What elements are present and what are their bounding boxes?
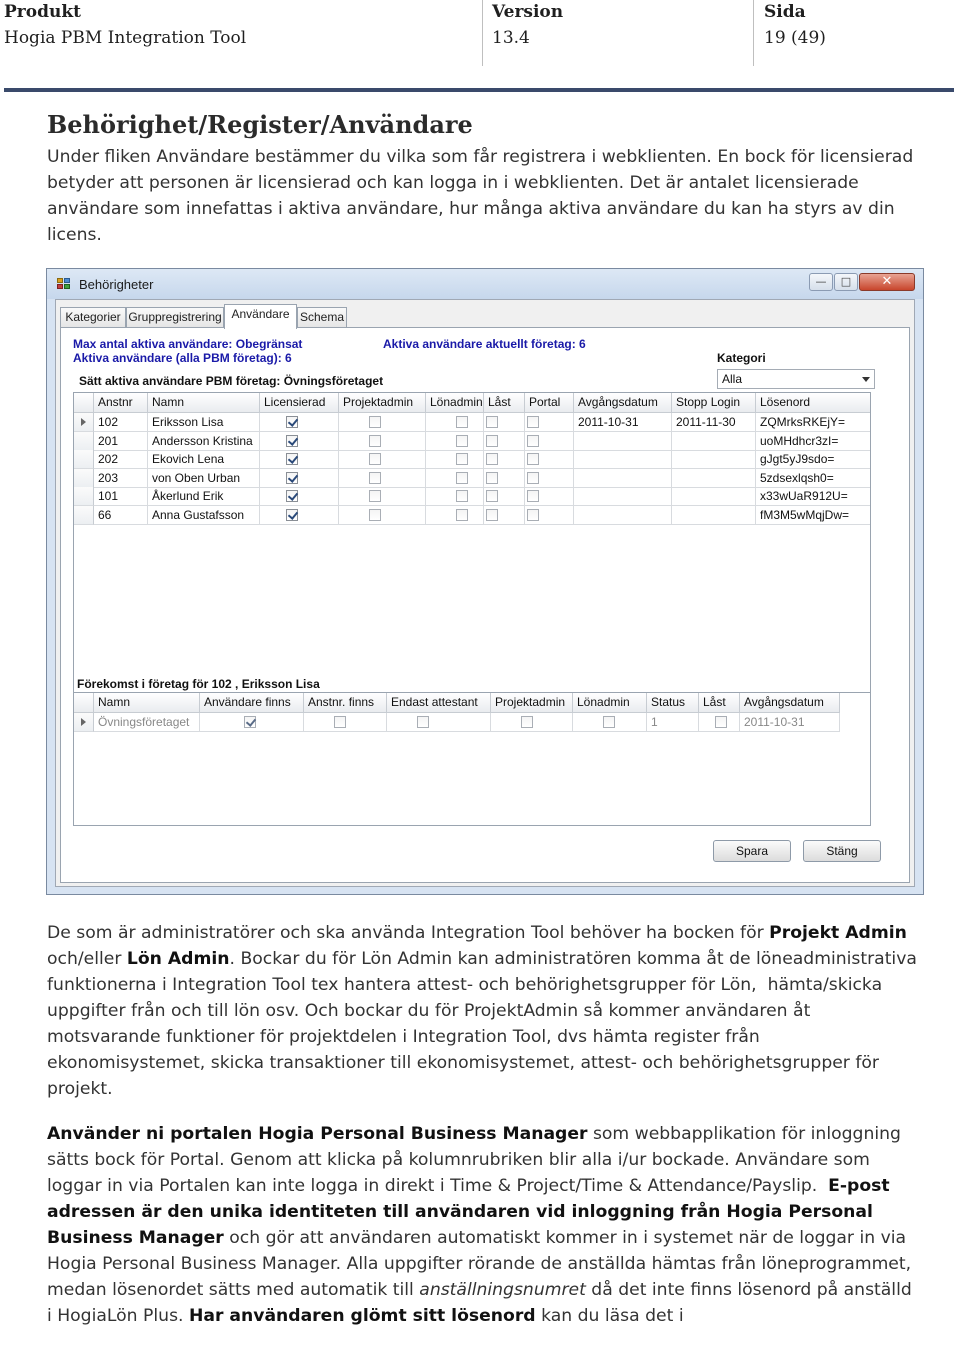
- checkbox-unchecked[interactable]: [456, 490, 468, 502]
- header-version: [492, 0, 742, 66]
- portal-paragraph: Använder ni portalen Hogia Personal Business Manager som webbapplikation för inloggning sätts bock för Portal. Genom att klicka på kolumnrubriken blir alla i/ur bockade. Användare som loggar in via Portalen kan inte logga in direkt i Time & Project/Time & Attendance/Payslip. E-post adressen är den unika identiteten till användaren vid inloggning från Hogia Personal Business Manager och gör att användaren automatiskt kommer in i systemet när de loggar in via Hogia Personal Business Manager. Alla uppgifter rörande de anställda hämtas från löneprogrammet, medan lösenordet sätts med automatik till anställningsnumret då det inte finns lösenord på anställd i HogiaLön Plus. Har användaren glömt sitt lösenord kan du läsa det i: [47, 1124, 912, 1326]
- users-cell-lonadmin[interactable]: [426, 506, 484, 525]
- category-select[interactable]: [717, 369, 875, 389]
- row-header[interactable]: [74, 469, 94, 488]
- users-cell-anstnr[interactable]: 66: [94, 506, 148, 525]
- checkbox-unchecked[interactable]: [456, 435, 468, 447]
- category-select-value: Alla: [722, 372, 743, 386]
- users-cell-stopp_login[interactable]: 2011-11-30: [672, 413, 756, 432]
- checkbox-unchecked[interactable]: [369, 509, 381, 521]
- users-cell-portal[interactable]: [525, 413, 574, 432]
- users-cell-projektadmin[interactable]: [339, 469, 426, 488]
- header-divider: [753, 0, 754, 66]
- window-titlebar[interactable]: [47, 269, 923, 299]
- occurrence-cell-endast_attestant[interactable]: [387, 713, 491, 732]
- users-cell-stopp_login[interactable]: [672, 450, 756, 469]
- row-header[interactable]: [74, 487, 94, 506]
- column-header-lonadmin[interactable]: Lönadmin: [573, 693, 647, 713]
- users-cell-lonadmin[interactable]: [426, 487, 484, 506]
- column-header-endast_attestant[interactable]: Endast attestant: [387, 693, 491, 713]
- row-header[interactable]: [74, 432, 94, 451]
- checkbox-unchecked[interactable]: [486, 435, 498, 447]
- minimize-button[interactable]: —: [809, 273, 833, 291]
- users-cell-stopp_login[interactable]: [672, 506, 756, 525]
- header-product: [4, 0, 474, 66]
- column-header-projektadmin[interactable]: Projektadmin: [339, 393, 426, 413]
- users-cell-projektadmin[interactable]: [339, 432, 426, 451]
- column-header-stopp_login[interactable]: Stopp Login: [672, 393, 756, 413]
- column-header-last[interactable]: Låst: [484, 393, 525, 413]
- occurrence-cell-avgangsdatum[interactable]: 2011-10-31: [740, 713, 840, 732]
- tab-schema[interactable]: Schema: [297, 307, 347, 328]
- checkbox-unchecked[interactable]: [369, 435, 381, 447]
- users-cell-last[interactable]: [484, 432, 525, 451]
- page-label: Sida: [764, 2, 806, 22]
- checkbox-checked[interactable]: [286, 509, 298, 521]
- occurrence-cell-projektadmin[interactable]: [491, 713, 573, 732]
- checkbox-unchecked[interactable]: [603, 716, 615, 728]
- intro-paragraph: Under fliken Användare bestämmer du vilka som får registrera i webklienten. En bock för licensierad betyder att personen är licensierad och kan logga in i webklienten. Det är antalet licensierade användare som innefattas i aktiva användare, hur många aktiva användare du kan ha styrs av din licens.: [47, 147, 914, 245]
- app-icon: [57, 278, 71, 290]
- users-cell-projektadmin[interactable]: [339, 487, 426, 506]
- users-cell-last[interactable]: [484, 469, 525, 488]
- users-cell-last[interactable]: [484, 506, 525, 525]
- save-button[interactable]: Spara: [713, 840, 791, 862]
- version-label: Version: [492, 2, 564, 22]
- column-header-portal[interactable]: Portal: [525, 393, 574, 413]
- users-cell-portal[interactable]: [525, 469, 574, 488]
- header-page: [764, 0, 954, 66]
- users-cell-losenord[interactable]: fM3M5wMqjDw=: [756, 506, 871, 525]
- users-cell-losenord[interactable]: gJgt5yJ9sdo=: [756, 450, 871, 469]
- maximize-button[interactable]: □: [834, 273, 858, 291]
- users-cell-last[interactable]: [484, 487, 525, 506]
- column-header-last[interactable]: Låst: [699, 693, 740, 713]
- users-cell-anstnr[interactable]: 102: [94, 413, 148, 432]
- close-window-button[interactable]: ✕: [859, 273, 915, 291]
- checkbox-unchecked[interactable]: [486, 509, 498, 521]
- users-cell-avgangsdatum[interactable]: [574, 506, 672, 525]
- page-value: 19 (49): [764, 28, 826, 48]
- users-cell-anstnr[interactable]: 203: [94, 469, 148, 488]
- column-header-anstnr[interactable]: Anstnr: [94, 393, 148, 413]
- checkbox-checked[interactable]: [286, 416, 298, 428]
- product-label: Produkt: [4, 2, 81, 22]
- header-rule: [4, 88, 954, 92]
- checkbox-unchecked[interactable]: [527, 453, 539, 465]
- window-client-area: [55, 299, 915, 887]
- users-cell-namn[interactable]: Ekovich Lena: [148, 450, 260, 469]
- users-cell-losenord[interactable]: 5zdsexlqsh0=: [756, 469, 871, 488]
- column-header-namn[interactable]: Namn: [94, 693, 200, 713]
- users-cell-stopp_login[interactable]: [672, 432, 756, 451]
- column-header-lonadmin[interactable]: Lönadmin: [426, 393, 484, 413]
- users-cell-avgangsdatum[interactable]: [574, 450, 672, 469]
- checkbox-checked[interactable]: [286, 453, 298, 465]
- checkbox-unchecked[interactable]: [456, 416, 468, 428]
- occurrence-cell-namn[interactable]: Övningsföretaget: [94, 713, 200, 732]
- users-cell-portal[interactable]: [525, 450, 574, 469]
- document-header: [0, 0, 960, 92]
- occurrence-cell-status[interactable]: 1: [647, 713, 699, 732]
- users-cell-anstnr[interactable]: 202: [94, 450, 148, 469]
- column-header-licensierad[interactable]: Licensierad: [260, 393, 339, 413]
- users-cell-projektadmin[interactable]: [339, 450, 426, 469]
- checkbox-unchecked[interactable]: [369, 472, 381, 484]
- checkbox-checked[interactable]: [244, 716, 256, 728]
- checkbox-unchecked[interactable]: [456, 472, 468, 484]
- checkbox-unchecked[interactable]: [417, 716, 429, 728]
- checkbox-unchecked[interactable]: [486, 416, 498, 428]
- column-header-avgangsdatum[interactable]: Avgångsdatum: [574, 393, 672, 413]
- column-header-anvandare_finns[interactable]: Användare finns: [200, 693, 304, 713]
- users-cell-losenord[interactable]: x33wUaR912U=: [756, 487, 871, 506]
- permissions-window: [46, 268, 924, 895]
- admin-paragraph: De som är administratörer och ska använda Integration Tool behöver ha bocken för Projekt Admin och/eller Lön Admin. Bockar du för Lön Admin kan administratören komma åt de löneadministrativa funktionerna i Integration Tool tex hantera attest- och behörighetsgrupper för Lön, hämta/skicka uppgifter från och till lön osv. Och bockar du för ProjektAdmin så kommer användaren åt motsvarande funktioner för projektdelen i Integration Tool, dvs hämta register från ekonomisystemet, skicka transaktioner till ekonomisystemet, attest- och behörighetsgrupper för projekt.: [47, 923, 917, 1099]
- category-label: Kategori: [717, 351, 766, 365]
- users-cell-lonadmin[interactable]: [426, 450, 484, 469]
- users-cell-namn[interactable]: Eriksson Lisa: [148, 413, 260, 432]
- tab-gruppregistrering[interactable]: Gruppregistrering: [126, 307, 224, 328]
- checkbox-unchecked[interactable]: [715, 716, 727, 728]
- tab-kategorier[interactable]: Kategorier: [60, 307, 126, 328]
- occurrence-cell-lonadmin[interactable]: [573, 713, 647, 732]
- checkbox-unchecked[interactable]: [527, 416, 539, 428]
- users-cell-losenord[interactable]: ZQMrksRKEjY=: [756, 413, 871, 432]
- users-cell-projektadmin[interactable]: [339, 506, 426, 525]
- users-cell-licensierad[interactable]: [260, 432, 339, 451]
- checkbox-unchecked[interactable]: [369, 490, 381, 502]
- checkbox-unchecked[interactable]: [456, 453, 468, 465]
- users-cell-last[interactable]: [484, 450, 525, 469]
- checkbox-checked[interactable]: [286, 490, 298, 502]
- section-title: Behörighet/Register/Användare: [47, 110, 473, 139]
- checkbox-unchecked[interactable]: [527, 490, 539, 502]
- row-header[interactable]: [74, 506, 94, 525]
- users-cell-portal[interactable]: [525, 432, 574, 451]
- users-cell-licensierad[interactable]: [260, 469, 339, 488]
- row-header[interactable]: [74, 713, 94, 732]
- users-cell-licensierad[interactable]: [260, 506, 339, 525]
- users-cell-namn[interactable]: Åkerlund Erik: [148, 487, 260, 506]
- max-users-label: Max antal aktiva användare: Obegränsat: [73, 337, 303, 351]
- active-users-company-label: Aktiva användare aktuellt företag: 6: [383, 337, 586, 351]
- users-cell-licensierad[interactable]: [260, 413, 339, 432]
- checkbox-unchecked[interactable]: [486, 453, 498, 465]
- checkbox-unchecked[interactable]: [369, 416, 381, 428]
- checkbox-unchecked[interactable]: [527, 472, 539, 484]
- occurrence-cell-anstnr_finns[interactable]: [304, 713, 387, 732]
- users-cell-anstnr[interactable]: 101: [94, 487, 148, 506]
- product-value: Hogia PBM Integration Tool: [4, 28, 247, 48]
- version-value: 13.4: [492, 28, 530, 48]
- close-button[interactable]: Stäng: [803, 840, 881, 862]
- checkbox-unchecked[interactable]: [486, 490, 498, 502]
- users-cell-avgangsdatum[interactable]: [574, 487, 672, 506]
- column-header-avgangsdatum[interactable]: Avgångsdatum: [740, 693, 840, 713]
- users-cell-lonadmin[interactable]: [426, 413, 484, 432]
- users-cell-stopp_login[interactable]: [672, 487, 756, 506]
- checkbox-unchecked[interactable]: [456, 509, 468, 521]
- users-cell-namn[interactable]: Andersson Kristina: [148, 432, 260, 451]
- checkbox-unchecked[interactable]: [527, 509, 539, 521]
- chevron-down-icon: [862, 377, 870, 382]
- tab-anvandare[interactable]: Användare: [224, 304, 297, 329]
- users-cell-avgangsdatum[interactable]: [574, 469, 672, 488]
- column-header-losenord[interactable]: Lösenord: [756, 393, 871, 413]
- row-header[interactable]: [74, 413, 94, 432]
- grid-corner: [74, 693, 94, 713]
- checkbox-checked[interactable]: [286, 435, 298, 447]
- header-divider: [482, 0, 483, 66]
- users-cell-portal[interactable]: [525, 506, 574, 525]
- users-cell-licensierad[interactable]: [260, 487, 339, 506]
- set-active-users-label: Sätt aktiva användare PBM företag: Övningsföretaget: [79, 374, 384, 388]
- users-cell-namn[interactable]: Anna Gustafsson: [148, 506, 260, 525]
- users-tab-panel: [60, 327, 910, 883]
- active-users-all-label: Aktiva användare (alla PBM företag): 6: [73, 351, 292, 365]
- users-cell-lonadmin[interactable]: [426, 432, 484, 451]
- checkbox-unchecked[interactable]: [486, 472, 498, 484]
- users-cell-avgangsdatum[interactable]: [574, 432, 672, 451]
- users-cell-anstnr[interactable]: 201: [94, 432, 148, 451]
- users-cell-stopp_login[interactable]: [672, 469, 756, 488]
- row-header[interactable]: [74, 450, 94, 469]
- occurrence-cell-last[interactable]: [699, 713, 740, 732]
- column-header-status[interactable]: Status: [647, 693, 699, 713]
- checkbox-unchecked[interactable]: [334, 716, 346, 728]
- occurrence-cell-anvandare_finns[interactable]: [200, 713, 304, 732]
- window-title: Behörigheter: [79, 277, 154, 292]
- checkbox-unchecked[interactable]: [369, 453, 381, 465]
- users-cell-portal[interactable]: [525, 487, 574, 506]
- grid-corner: [74, 393, 94, 413]
- occurrence-grid: [73, 692, 871, 826]
- users-cell-last[interactable]: [484, 413, 525, 432]
- column-header-projektadmin[interactable]: Projektadmin: [491, 693, 573, 713]
- column-header-anstnr_finns[interactable]: Anstnr. finns: [304, 693, 387, 713]
- users-cell-licensierad[interactable]: [260, 450, 339, 469]
- checkbox-unchecked[interactable]: [527, 435, 539, 447]
- users-cell-namn[interactable]: von Oben Urban: [148, 469, 260, 488]
- occurrence-title: Förekomst i företag för 102 , Eriksson Lisa: [77, 677, 320, 691]
- users-cell-projektadmin[interactable]: [339, 413, 426, 432]
- column-header-namn[interactable]: Namn: [148, 393, 260, 413]
- checkbox-checked[interactable]: [286, 472, 298, 484]
- checkbox-unchecked[interactable]: [521, 716, 533, 728]
- users-cell-avgangsdatum[interactable]: 2011-10-31: [574, 413, 672, 432]
- users-cell-lonadmin[interactable]: [426, 469, 484, 488]
- users-cell-losenord[interactable]: uoMHdhcr3zI=: [756, 432, 871, 451]
